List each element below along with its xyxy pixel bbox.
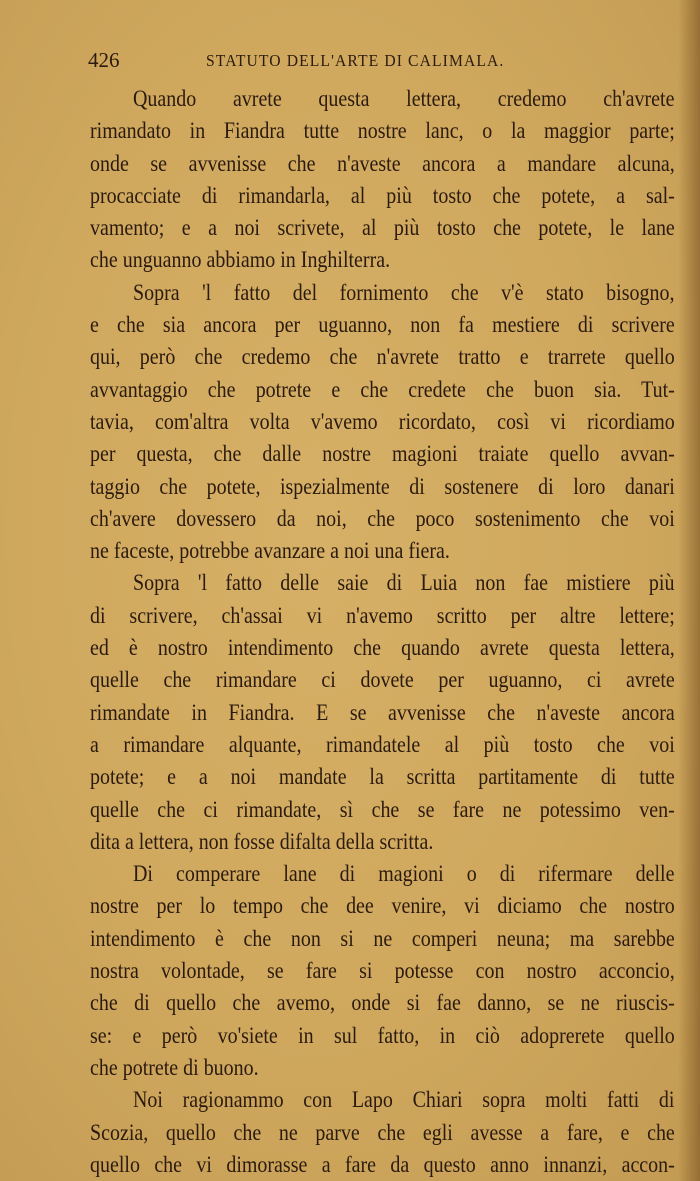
text-line: tavia, com'altra volta v'avemo ricordato, così vi ricordiamo	[90, 408, 675, 435]
paragraph-2-line	[90, 374, 675, 406]
text-line: ch'avere dovessero da noi, che poco sostenimento che voi	[90, 505, 675, 532]
paragraph-2-line	[90, 309, 675, 341]
text-line: se: e però vo'siete in sul fatto, in ciò adoprerete quello	[90, 1022, 675, 1049]
text-line: quello che vi dimorasse a fare da questo anno innanzi, accon-	[90, 1151, 675, 1178]
running-title: STATUTO DELL'ARTE DI CALIMALA.	[206, 51, 505, 70]
paragraph-2-line	[90, 341, 675, 373]
text-line: di scrivere, ch'assai vi n'avemo scritto per altre lettere;	[90, 602, 675, 629]
paragraph-2-line	[90, 471, 675, 503]
text-line: onde se avvenisse che n'aveste ancora a mandare alcuna,	[90, 150, 675, 177]
paragraph-3-line	[90, 600, 675, 632]
paragraph-2-line	[90, 535, 675, 567]
paragraph-4-line	[90, 923, 675, 955]
paragraph-3-line	[90, 729, 675, 761]
paragraph-4-line	[90, 890, 675, 922]
paragraph-3-line	[90, 567, 675, 599]
paragraph-3-line	[90, 664, 675, 696]
paragraph-4-line	[90, 1052, 675, 1084]
text-line: nostra volontade, se fare si potesse con nostro acconcio,	[90, 958, 675, 985]
text-line: e che sia ancora per uguanno, non fa mestiere di scrivere	[90, 312, 675, 339]
page-number: 426	[88, 48, 120, 72]
paragraph-3-line	[90, 794, 675, 826]
text-line: nostre per lo tempo che dee venire, vi diciamo che nostro	[90, 893, 675, 920]
text-line: a rimandare alquante, rimandatele al più tosto che voi	[90, 731, 675, 758]
paragraph-2-line	[90, 503, 675, 535]
text-line: che di quello che avemo, onde si fae danno, se ne riuscis-	[90, 990, 675, 1017]
paragraph-3-line	[90, 761, 675, 793]
page-edge-shadow	[678, 0, 700, 1181]
text-line: quelle che rimandare ci dovete per uguanno, ci avrete	[90, 667, 675, 694]
text-line: Scozia, quello che ne parve che egli avesse a fare, e che	[90, 1119, 675, 1146]
text-line: quelle che ci rimandate, sì che se fare ne potessimo ven-	[90, 796, 675, 823]
page-header	[88, 48, 678, 76]
text-line: Noi ragionammo con Lapo Chiari sopra molti fatti di	[133, 1087, 675, 1114]
paragraph-1-line	[90, 212, 675, 244]
text-line: avvantaggio che potrete e che credete che buon sia. Tut-	[90, 376, 675, 403]
paragraph-2-line	[90, 438, 675, 470]
paragraph-2-line	[90, 277, 675, 309]
paragraph-5-line	[90, 1149, 675, 1181]
paragraph-1-line	[90, 83, 675, 115]
text-line: Quando avrete questa lettera, credemo ch'avrete	[133, 86, 675, 112]
text-line: taggio che potete, ispezialmente di sostenere di loro danari	[90, 473, 675, 500]
paragraph-1-line	[90, 180, 675, 212]
paragraph-5-line	[90, 1117, 675, 1149]
paragraph-1-line	[90, 148, 675, 180]
paragraph-4-line	[90, 987, 675, 1019]
text-line: procacciate di rimandarla, al più tosto che potete, a sal-	[90, 182, 675, 209]
paragraph-1-line	[90, 115, 675, 147]
text-line: dita a lettera, non fosse difalta della scritta.	[90, 828, 434, 855]
text-line: che unguanno abbiamo in Inghilterra.	[90, 247, 391, 274]
text-line: Sopra 'l fatto del fornimento che v'è stato bisogno,	[133, 279, 675, 306]
paragraph-3-line	[90, 632, 675, 664]
paragraph-3-line	[90, 697, 675, 729]
text-line: rimandato in Fiandra tutte nostre lanc, o la maggior parte;	[90, 118, 675, 145]
text-line: per questa, che dalle nostre magioni traiate quello avvan-	[90, 441, 675, 468]
text-line: Di comperare lane di magioni o di rifermare delle	[133, 861, 675, 888]
text-line: vamento; e a noi scrivete, al più tosto che potete, le lane	[90, 215, 675, 242]
paragraph-5-line	[90, 1084, 675, 1116]
paragraph-4-line	[90, 1020, 675, 1052]
text-line: intendimento è che non si ne comperi neuna; ma sarebbe	[90, 925, 675, 952]
text-line: ne faceste, potrebbe avanzare a noi una fiera.	[90, 538, 450, 565]
text-line: Sopra 'l fatto delle saie di Luia non fae mistiere più	[133, 570, 675, 597]
text-line: ed è nostro intendimento che quando avrete questa lettera,	[90, 635, 675, 662]
paragraph-4-line	[90, 858, 675, 890]
text-line: qui, però che credemo che n'avrete tratto e trarrete quello	[90, 344, 675, 371]
paragraph-3-line	[90, 826, 675, 858]
paragraph-4-line	[90, 955, 675, 987]
paragraph-1-line	[90, 244, 675, 276]
page-body-text	[90, 83, 675, 1181]
text-line: rimandate in Fiandra. E se avvenisse che n'aveste ancora	[90, 699, 675, 726]
text-line: che potrete di buono.	[90, 1054, 259, 1081]
paragraph-2-line	[90, 406, 675, 438]
text-line: potete; e a noi mandate la scritta partitamente di tutte	[90, 764, 675, 791]
